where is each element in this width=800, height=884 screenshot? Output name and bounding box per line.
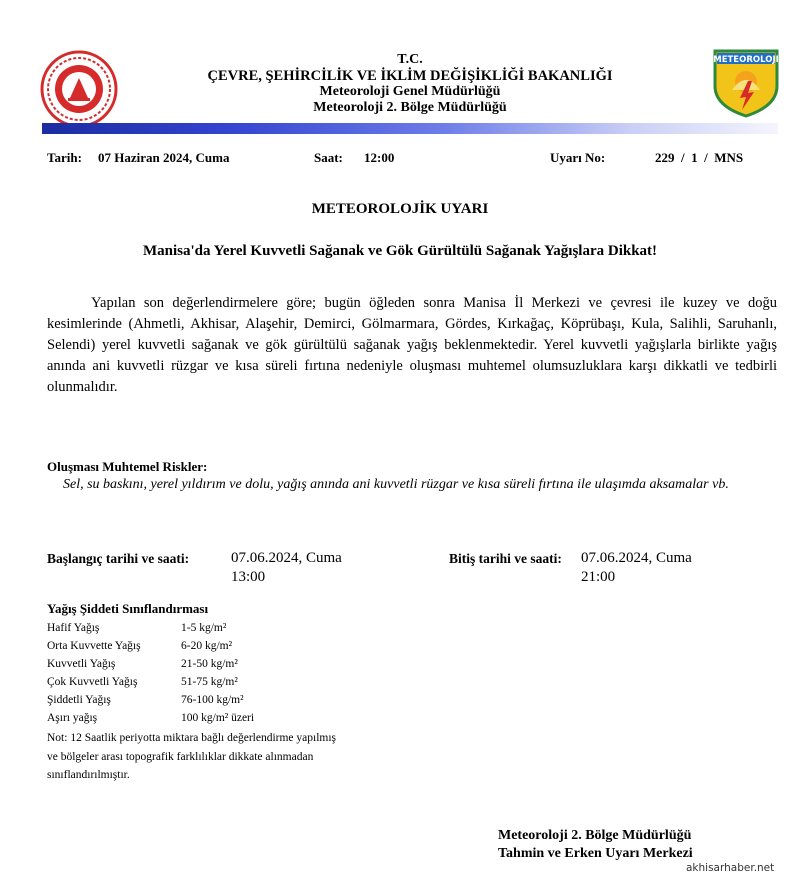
time-label: Saat: (314, 150, 343, 165)
scale-name: Kuvvetli Yağış (47, 658, 116, 670)
start-label: Başlangıç tarihi ve saati: (47, 551, 190, 566)
table-row (47, 691, 254, 709)
scale-name: Hafif Yağış (47, 622, 100, 634)
source-watermark: akhisarhaber.net (686, 862, 775, 874)
time-value: 12:00 (364, 150, 395, 165)
scale-value: 1-5 kg/m² (181, 622, 227, 634)
document-title: METEOROLOJİK UYARI (311, 201, 489, 217)
scale-name: Orta Kuvvette Yağış (47, 640, 141, 652)
scale-value: 100 kg/m² üzeri (181, 712, 255, 724)
svg-text:METEOROLOJI: METEOROLOJI (713, 55, 779, 65)
scale-heading: Yağış Şiddeti Sınıflandırması (47, 601, 209, 616)
scale-name: Aşırı yağış (47, 712, 98, 724)
scale-name: Şiddetli Yağış (47, 694, 111, 706)
end-date: 07.06.2024, Cuma (581, 550, 692, 566)
warning-number-value: 229 / 1 / MNS (655, 150, 744, 165)
scale-value: 76-100 kg/m² (181, 694, 244, 706)
risks-text: Sel, su baskını, yerel yıldırım ve dolu, yağış anında ani kuvvetli rüzgar ve kısa süreli fırtına ile ulaşımda aksamalar vb. (63, 477, 729, 492)
date-label: Tarih: (47, 150, 82, 165)
table-row (47, 637, 254, 655)
start-value (231, 549, 342, 587)
header-accent-bar (42, 123, 778, 134)
start-date: 07.06.2024, Cuma (231, 550, 342, 566)
scale-name: Çok Kuvvetli Yağış (47, 676, 138, 688)
table-row (47, 709, 254, 727)
footer-center: Tahmin ve Erken Uyarı Merkezi (498, 846, 693, 861)
warning-number-label: Uyarı No: (550, 150, 606, 165)
date-value: 07 Haziran 2024, Cuma (98, 150, 230, 165)
scale-value: 6-20 kg/m² (181, 640, 233, 652)
signature-block (498, 827, 693, 863)
table-row (47, 619, 254, 637)
warning-headline: Manisa'da Yerel Kuvvetli Sağanak ve Gök Gürültülü Sağanak Yağışlara Dikkat! (142, 243, 658, 259)
scale-note: Not: 12 Saatlik periyotta miktara bağlı değerlendirme yapılmış ve bölgeler arası topografik farklılıklar dikkate alınmadan sınıflandırılmıştır. (47, 732, 337, 781)
start-time: 13:00 (231, 569, 266, 585)
table-row (47, 673, 254, 691)
warning-body: Yapılan son değerlendirmelere göre; bugün öğleden sonra Manisa İl Merkezi ve çevresi ile kuzey ve doğu kesimlerinde (Ahmetli, Akhisar, Alaşehir, Demirci, Gölmarmara, Gördes, Kırkağaç, Köprübaşı, Kula, Salihli, Saruhanlı, Selendi) yerel kuvvetli sağanak ve gök gürültülü sağanak yağış beklenmektedir. Yerel kuvvetli yağışlarla birlikte yağış anında ani kuvvetli rüzgar ve kısa süreli fırtına nedeniyle oluşması muhtemel olumsuzluklara karşı dikkatli ve tedbirli olunmalıdır. (47, 295, 777, 395)
header-block (160, 52, 660, 116)
header-directorate: Meteoroloji Genel Müdürlüğü (319, 84, 501, 99)
header-ministry: ÇEVRE, ŞEHİRCİLİK VE İKLİM DEĞİŞİKLİĞİ BAKANLIĞI (207, 68, 613, 84)
rain-scale-table (47, 619, 254, 727)
end-value (581, 549, 692, 587)
scale-value: 51-75 kg/m² (181, 676, 238, 688)
footer-directorate: Meteoroloji 2. Bölge Müdürlüğü (498, 828, 692, 843)
end-label: Bitiş tarihi ve saati: (449, 551, 562, 566)
meteorology-logo (712, 48, 780, 118)
table-row (47, 655, 254, 673)
header-tc: T.C. (397, 52, 423, 67)
end-time: 21:00 (581, 569, 616, 585)
scale-value: 21-50 kg/m² (181, 658, 238, 670)
risks-heading: Oluşması Muhtemel Riskler: (47, 459, 208, 474)
header-regional: Meteoroloji 2. Bölge Müdürlüğü (313, 100, 507, 115)
ministry-logo (40, 50, 118, 128)
